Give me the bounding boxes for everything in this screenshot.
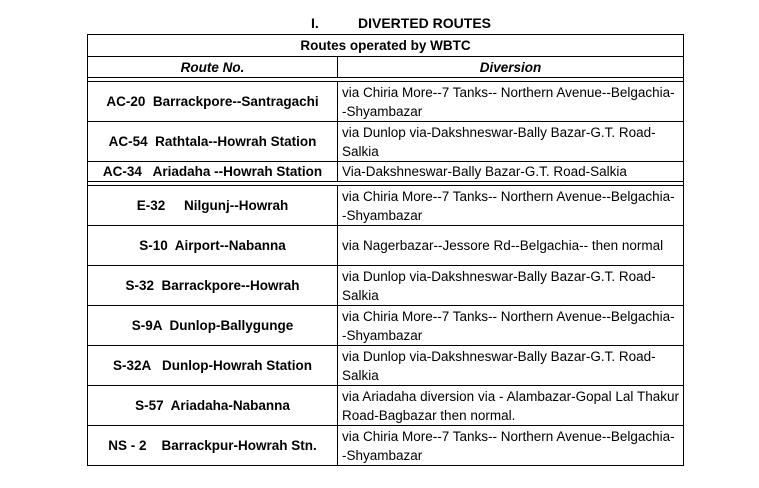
column-header-route: Route No. [88,57,338,78]
route-number: S-32 Barrackpore--Howrah [88,266,338,306]
route-number: AC-20 Barrackpore--Santragachi [88,82,338,122]
route-number: S-10 Airport--Nabanna [88,226,338,266]
diversion-text: via Chiria More--7 Tanks-- Northern Avenue--Belgachia--Shyambazar [338,82,684,122]
route-number: NS - 2 Barrackpur-Howrah Stn. [88,426,338,466]
diversion-text: via Nagerbazar--Jessore Rd--Belgachia-- then normal [338,226,684,266]
table-caption: Routes operated by WBTC [88,35,684,57]
table-row [88,186,684,226]
diversion-text: via Chiria More--7 Tanks-- Northern Avenue--Belgachia--Shyambazar [338,186,684,226]
route-number: S-32A Dunlop-Howrah Station [88,346,338,386]
diversion-text: via Chiria More--7 Tanks-- Northern Avenue--Belgachia--Shyambazar [338,306,684,346]
diversion-text: Via-Dakshneswar-Bally Bazar-G.T. Road-Salkia [338,162,684,182]
route-number: AC-54 Rathtala--Howrah Station [88,122,338,162]
diversion-text: via Dunlop via-Dakshneswar-Bally Bazar-G.T. Road-Salkia [338,266,684,306]
diversion-text: via Dunlop via-Dakshneswar-Bally Bazar-G.T. Road-Salkia [338,346,684,386]
table-row [88,346,684,386]
table-row [88,82,684,122]
route-number: E-32 Nilgunj--Howrah [88,186,338,226]
route-number: S-9A Dunlop-Ballygunge [88,306,338,346]
section-number: I. [311,15,319,31]
table-row [88,226,684,266]
diversion-text: via Dunlop via-Dakshneswar-Bally Bazar-G.T. Road-Salkia [338,122,684,162]
table-row [88,426,684,466]
table-row [88,162,684,182]
table-row [88,122,684,162]
diversion-text: via Ariadaha diversion via - Alambazar-Gopal Lal Thakur Road-Bagbazar then normal. [338,386,684,426]
table-row [88,386,684,426]
route-number: S-57 Ariadaha-Nabanna [88,386,338,426]
diverted-routes-table [87,34,684,466]
section-heading [0,12,759,34]
section-title: DIVERTED ROUTES [358,15,492,31]
column-header-diversion: Diversion [338,57,684,78]
route-number: AC-34 Ariadaha --Howrah Station [88,162,338,182]
table-row [88,266,684,306]
table-row [88,306,684,346]
diversion-text: via Chiria More--7 Tanks-- Northern Avenue--Belgachia--Shyambazar [338,426,684,466]
